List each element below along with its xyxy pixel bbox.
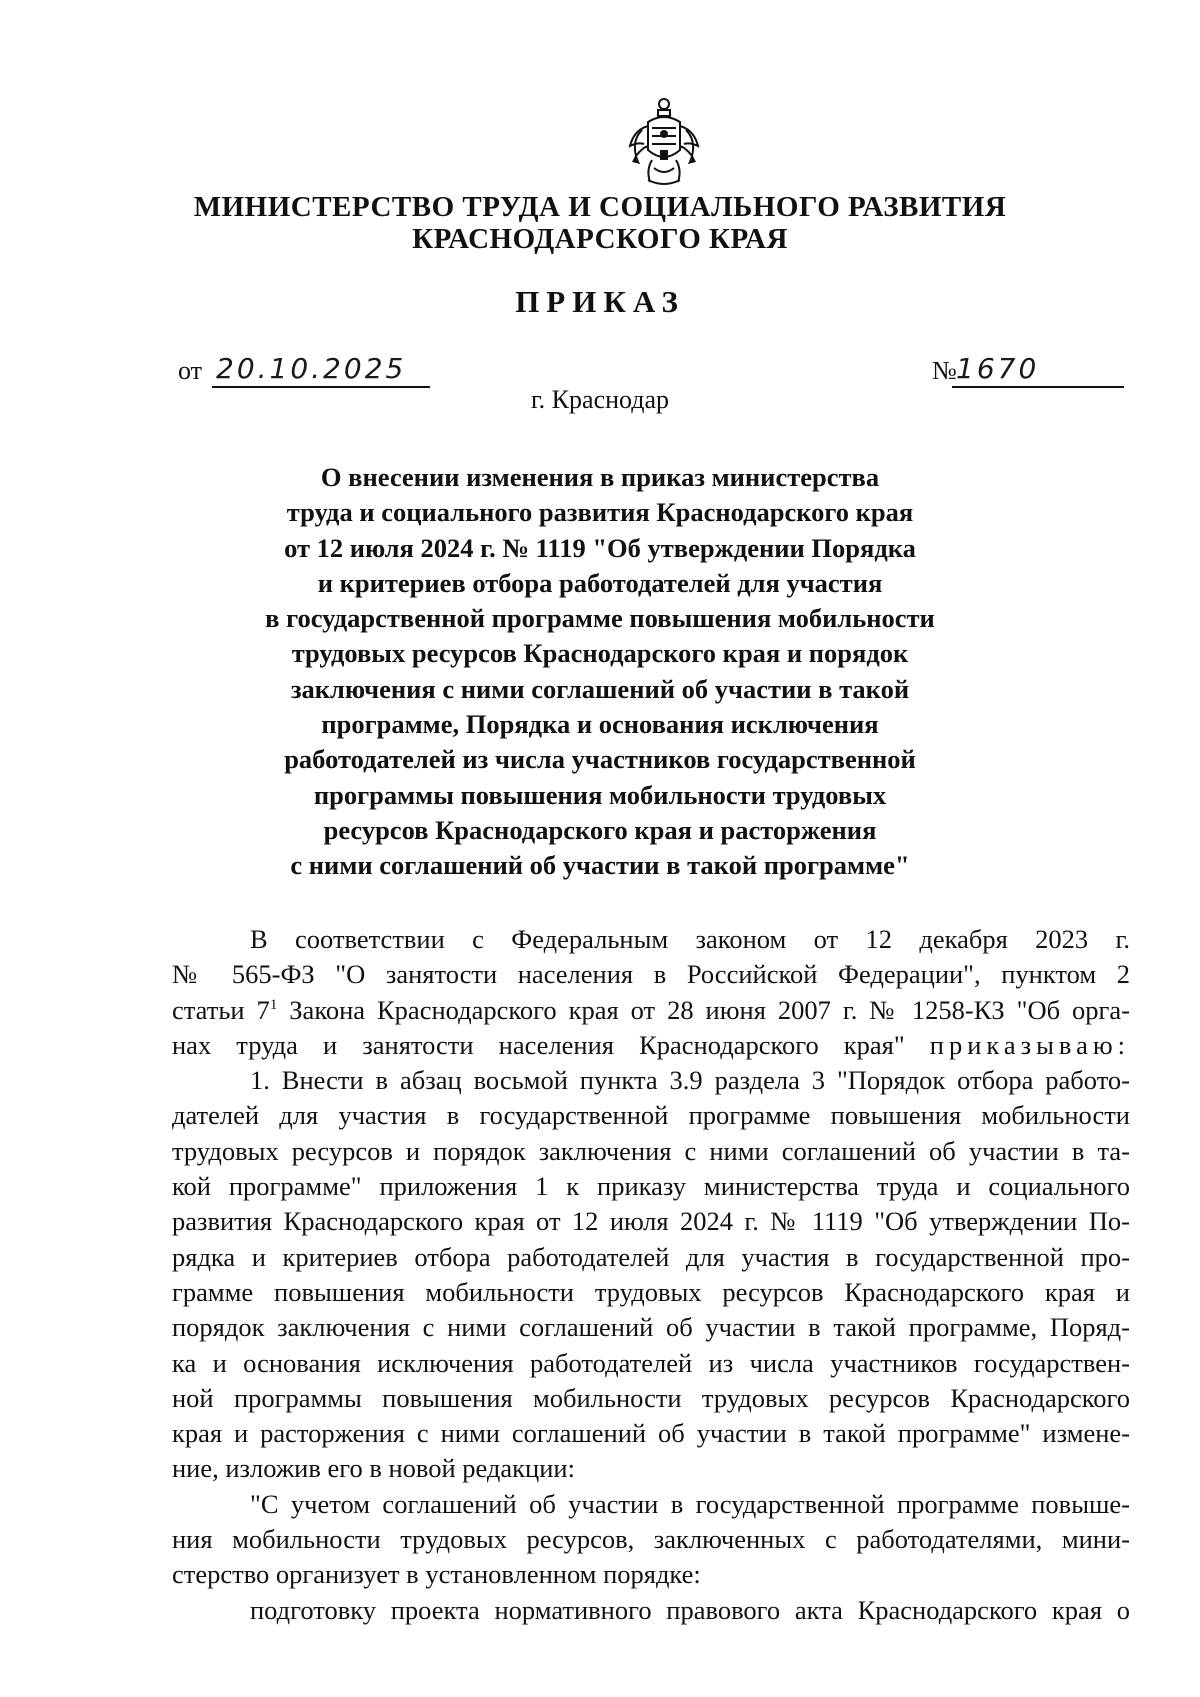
preamble-line: В соответствии с Федеральным законом от 12 декабря 2023 г. <box>250 924 1130 954</box>
item1-line: 1. Внести в абзац восьмой пункта 3.9 раздела 3 "Порядок отбора работо- <box>250 1065 1130 1096</box>
order-body <box>172 922 1130 1628</box>
subject-line: в государственной программе повышения мобильности <box>265 603 935 634</box>
quote-line: стерство организует в установленном порядке: <box>172 1559 701 1590</box>
subject-line: трудовых ресурсов Краснодарского края и порядок <box>291 638 909 669</box>
subject-line: работодателей из числа участников государственной <box>284 744 916 775</box>
item1-line: ной программы повышения мобильности трудовых ресурсов Краснодарского <box>172 1382 1130 1413</box>
subject-line: программе, Порядка и основания исключения <box>321 709 879 740</box>
final-line: подготовку проекта нормативного правового акта Краснодарского края о <box>250 1594 1130 1625</box>
preamble-line: статьи $7^1$ Закона Краснодарского края от 28 июня 2007 г. № 1258-КЗ "Об орга- <box>172 994 1130 1025</box>
handwritten-date: 20.10.2025 <box>216 352 407 385</box>
document-type-title: ПРИКАЗ <box>515 284 685 319</box>
subject-line: ресурсов Краснодарского края и расторжения <box>323 814 877 845</box>
item1-line: дателей для участия в государственной программе повышения мобильности <box>172 1100 1130 1131</box>
handwritten-order-number: 1670 <box>956 352 1040 385</box>
order-verb: приказываю: <box>929 1029 1130 1060</box>
subject-line: и критериев отбора работодателей для участия <box>317 567 883 598</box>
quote-line: "С учетом соглашений об участии в государственной программе повыше- <box>250 1488 1130 1519</box>
item1-line: кой программе" приложения 1 к приказу министерства труда и социального <box>172 1171 1130 1202</box>
coat-of-arms-icon <box>622 96 706 192</box>
item1-line: ние, изложив его в новой редакции: <box>172 1453 575 1484</box>
ministry-name-line-2: КРАСНОДАРСКОГО КРАЯ <box>412 223 788 255</box>
item1-line: порядок заключения с ними соглашений об участии в такой программе, Поряд- <box>172 1312 1130 1343</box>
preamble-line: нах труда и занятости населения Краснодарского края" приказываю: <box>172 1029 1130 1060</box>
city-name: г. Краснодар <box>530 385 670 414</box>
item1-line: трудовых ресурсов и порядок заключения с ними соглашений об участии в та- <box>172 1135 1130 1166</box>
item1-line: грамме повышения мобильности трудовых ресурсов Краснодарского края и <box>172 1276 1130 1307</box>
subject-line: заключения с ними соглашений об участии в такой <box>290 673 910 704</box>
item1-line: рядка и критериев отбора работодателей для участия в государственной про- <box>172 1241 1130 1272</box>
subject-line: программы повышения мобильности трудовых <box>313 779 887 810</box>
date-prefix: от <box>178 356 203 385</box>
subject-line: от 12 июля 2024 г. № 1119 "Об утверждении Порядка <box>284 532 916 563</box>
ministry-name-line-1: МИНИСТЕРСТВО ТРУДА И СОЦИАЛЬНОГО РАЗВИТИЯ <box>193 191 1007 223</box>
subject-line: О внесении изменения в приказ министерства <box>320 462 880 492</box>
item1-line: края и расторжения с ними соглашений об участии в такой программе" измене- <box>172 1418 1130 1449</box>
number-prefix: № <box>932 356 957 385</box>
quote-line: ния мобильности трудовых ресурсов, заключенных с работодателями, мини- <box>172 1524 1130 1555</box>
subject-line: труда и социального развития Краснодарского края <box>286 497 914 528</box>
subject-line: с ними соглашений об участии в такой программе" <box>290 850 910 881</box>
item1-line: ка и основания исключения работодателей из числа участников государствен- <box>172 1347 1130 1378</box>
order-subject-heading <box>250 460 950 884</box>
item1-line: развития Краснодарского края от 12 июля 2024 г. № 1119 "Об утверждении По- <box>172 1206 1130 1237</box>
preamble-line: № 565-ФЗ "О занятости населения в Российской Федерации", пунктом 2 <box>172 959 1130 990</box>
